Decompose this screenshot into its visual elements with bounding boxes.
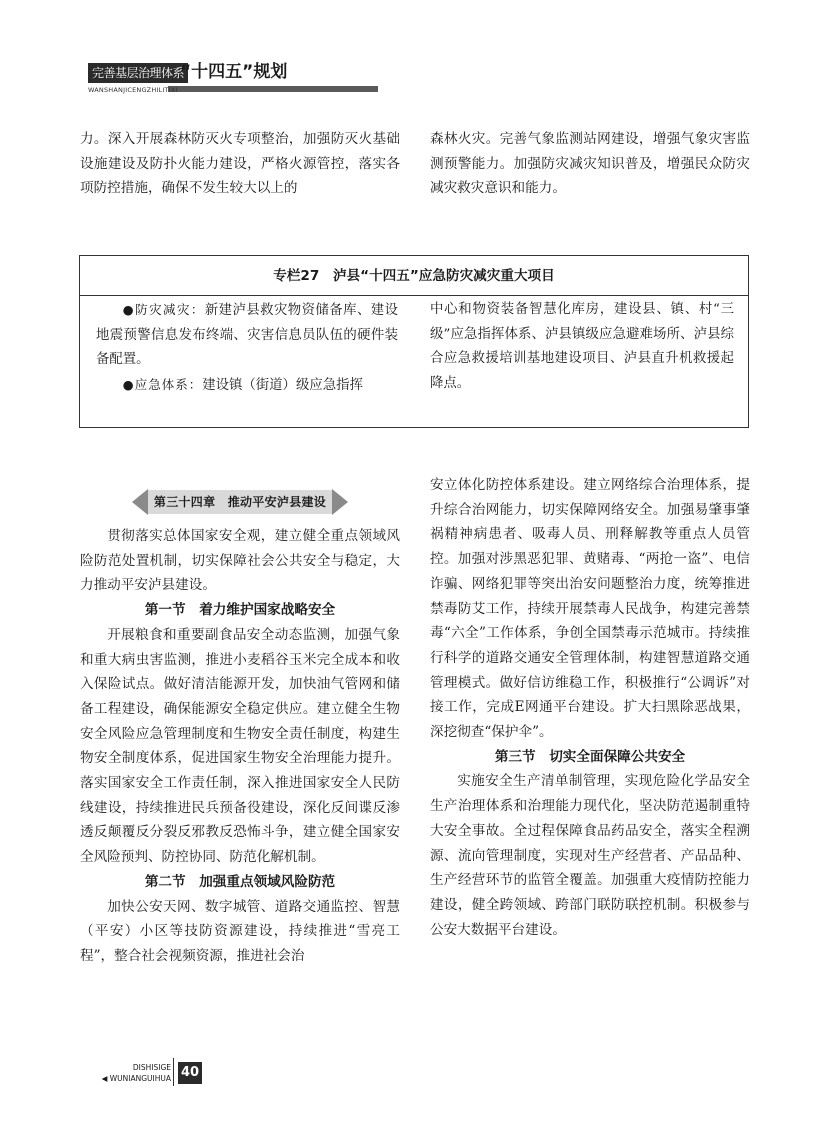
chapter-arrow-right-icon: [332, 489, 348, 515]
header-subtitle: WANSHANJICENGZHILITIXI: [88, 86, 178, 94]
left-paragraph-3: 加快公安天网、数字城管、道路交通监控、智慧（平安）小区等技防资源建设，持续推进“雪亮工程”，整合社会视频资源，推进社会治: [80, 898, 400, 964]
left-paragraph-1: 贯彻落实总体国家安全观，建立健全重点领域风险防范处置机制，切实保障社会公共安全与稳定，大力推动平安泸县建设。: [80, 528, 400, 594]
intro-right: [430, 127, 750, 201]
header-bar: [168, 86, 378, 92]
page-number: 40: [178, 1062, 202, 1084]
chapter-arrow-left-icon: [132, 489, 148, 515]
footer-line-2: ◀ WUNIANGUIHUA: [101, 1074, 171, 1083]
section-1-heading: 第一节 着力维护国家战略安全: [144, 602, 336, 619]
header-tag: 完善基层治理体系: [88, 63, 188, 83]
box-item-2: [96, 373, 398, 399]
box-item-2-label: ●应急体系：: [122, 376, 203, 392]
box-right-column: [430, 298, 734, 396]
left-paragraph-2: 开展粮食和重要副食品安全动态监测，加强气象和重大病虫害监测，推进小麦稻谷玉米完全成本和收入保险试点。做好清洁能源开发，加快油气管网和储备工程建设，确保能源安全稳定供应。建立健全生物安全风险应急管理制度和生物安全责任制度，构建生物安全制度体系，促进国家生物安全治理能力提升。落实国家安全工作责任制，深入推进国家安全人民防线建设，持续推进民兵预备役建设，深化反间谍反渗透反颠覆反分裂反邪教反恐怖斗争，建立健全国家安全风险预判、防控协同、防范化解机制。: [80, 626, 400, 866]
box-item-1-label: ●防灾减灾：: [122, 302, 205, 317]
header-title: “十四五”规划: [180, 62, 288, 82]
footer-divider: [173, 1058, 174, 1086]
section-3-heading: 第三节 切实全面保障公共安全: [494, 748, 686, 765]
box-item-1-text: 新建泸县救灾物资储备库、建设地震预警信息发布终端、灾害信息员队伍的硬件装备配置。: [96, 303, 398, 367]
right-paragraph-1: 安立体化防控体系建设。建立网络综合治理体系，提升综合治网能力，切实保障网络安全。加强易肇事肇祸精神病患者、吸毒人员、刑释解教等重点人员管控。加强对涉黑恶犯罪、黄赌毒、“两抢一盗”、电信诈骗、网络犯罪等突出治安问题整治力度，统筹推进禁毒防艾工作，持续开展禁毒人民战争，构建完善禁毒“六全”工作体系，争创全国禁毒示范城市。持续推行科学的道路交通安全管理体制，构建智慧道路交通管理模式。做好信访维稳工作，积极推行“公调诉”对接工作，完成E网通平台建设。扩大扫黑除恶战果，深挖彻查“保护伞”。: [430, 477, 750, 741]
section-2-heading: 第二节 加强重点领域风险防范: [144, 873, 336, 890]
box-right-text: 中心和物资装备智慧化库房，建设县、镇、村“三级”应急指挥体系、泸县镇级应急避难场所、泸县综合应急救援培训基地建设项目、泸县直升机救援起降点。: [430, 302, 734, 391]
project-box: [79, 255, 749, 428]
intro-left: [80, 127, 400, 201]
footer-label: [71, 1062, 171, 1084]
right-body-column: [430, 473, 750, 942]
chapter-banner: [132, 488, 348, 516]
intro-right-text: 森林火灾。完善气象监测站网建设，增强气象灾害监测预警能力。加强防灾减灾知识普及，增强民众防灾减灾救灾意识和能力。: [430, 131, 750, 197]
box-left-column: [96, 298, 398, 398]
box-item-2-text: 建设镇（街道）级应急指挥: [202, 377, 363, 393]
right-paragraph-2: 实施安全生产清单制管理，实现危险化学品安全生产治理体系和治理能力现代化，坚决防范遏制重特大安全事故。全过程保障食品药品安全，落实全程溯源、流向管理制度，实现对生产经营者、产品品种、生产经营环节的监管全覆盖。加强重大疫情防控能力建设，健全跨领域、跨部门联防联控机制。积极参与公安大数据平台建设。: [430, 773, 750, 938]
left-body-column: [80, 524, 400, 969]
footer-line-1: DISHISIGE: [132, 1063, 171, 1072]
box-title: 专栏27 泸县“十四五”应急防灾减灾重大项目: [80, 256, 748, 296]
page-header: [88, 62, 292, 96]
chapter-title: 第三十四章 推动平安泸县建设: [148, 490, 332, 514]
box-item-1: [96, 298, 398, 373]
intro-left-text: 力。深入开展森林防灭火专项整治，加强防灭火基础设施建设及防扑火能力建设，严格火源管控，落实各项防控措施，确保不发生较大以上的: [80, 131, 400, 197]
